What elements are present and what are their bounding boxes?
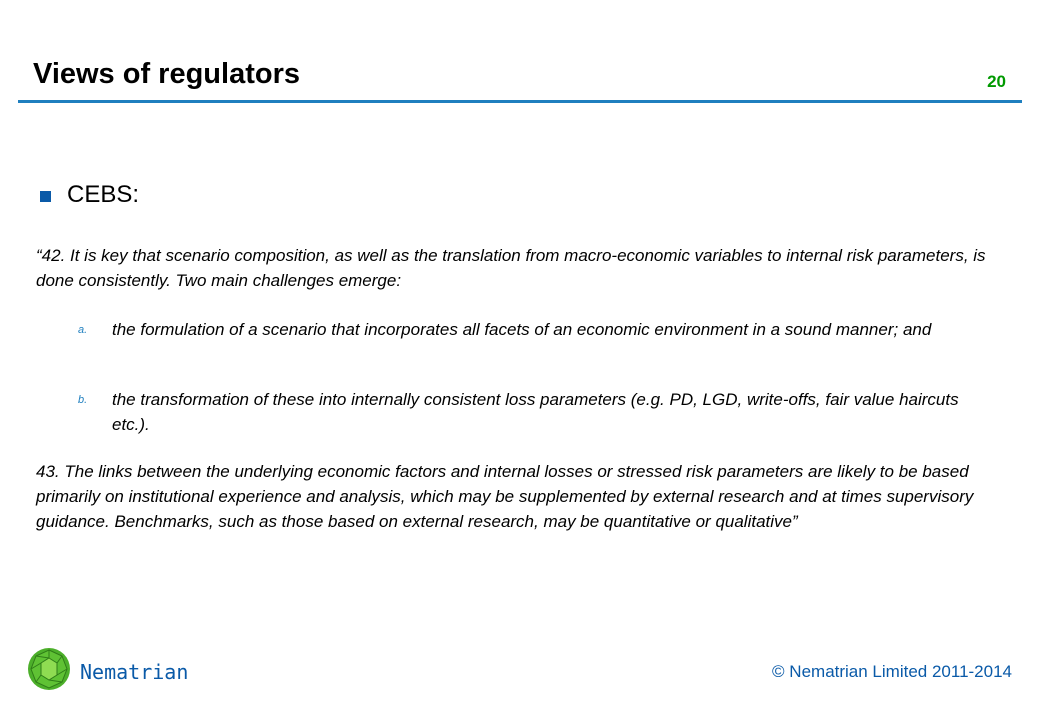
list-marker: b. (78, 394, 88, 406)
green-polyhedron-logo-icon (26, 646, 72, 692)
bullet-cebs (40, 181, 139, 209)
list-item-b (78, 387, 978, 437)
brand-name: Nematrian (80, 660, 189, 684)
list-item-text: the formulation of a scenario that incorporates all facets of an economic environment in a sound manner; and (112, 320, 932, 339)
quote-paragraph-42: “42. It is key that scenario composition, as well as the translation from macro-economic variables to internal risk parameters, is done consistently. Two main challenges emerge: (36, 246, 986, 290)
title-divider (18, 100, 1022, 103)
bullet-label: CEBS: (67, 181, 140, 208)
slide-title: Views of regulators (33, 58, 300, 90)
copyright-text: © Nematrian Limited 2011-2014 (772, 662, 1012, 681)
quote-paragraph-43: 43. The links between the underlying economic factors and internal losses or stressed risk parameters are likely to be based primarily on institutional experience and analysis, which may be supplemented by external research and at times supervisory guidance. Benchmarks, such as those based on external research, may be quantitative or qualitative” (36, 462, 974, 531)
slide-number: 20 (987, 72, 1006, 91)
list-item-text: the transformation of these into internally consistent loss parameters (e.g. PD, LGD, write-offs, fair value haircuts etc.). (112, 390, 959, 434)
square-bullet-icon (40, 191, 51, 202)
list-item-a (78, 317, 978, 342)
list-marker: a. (78, 324, 88, 336)
